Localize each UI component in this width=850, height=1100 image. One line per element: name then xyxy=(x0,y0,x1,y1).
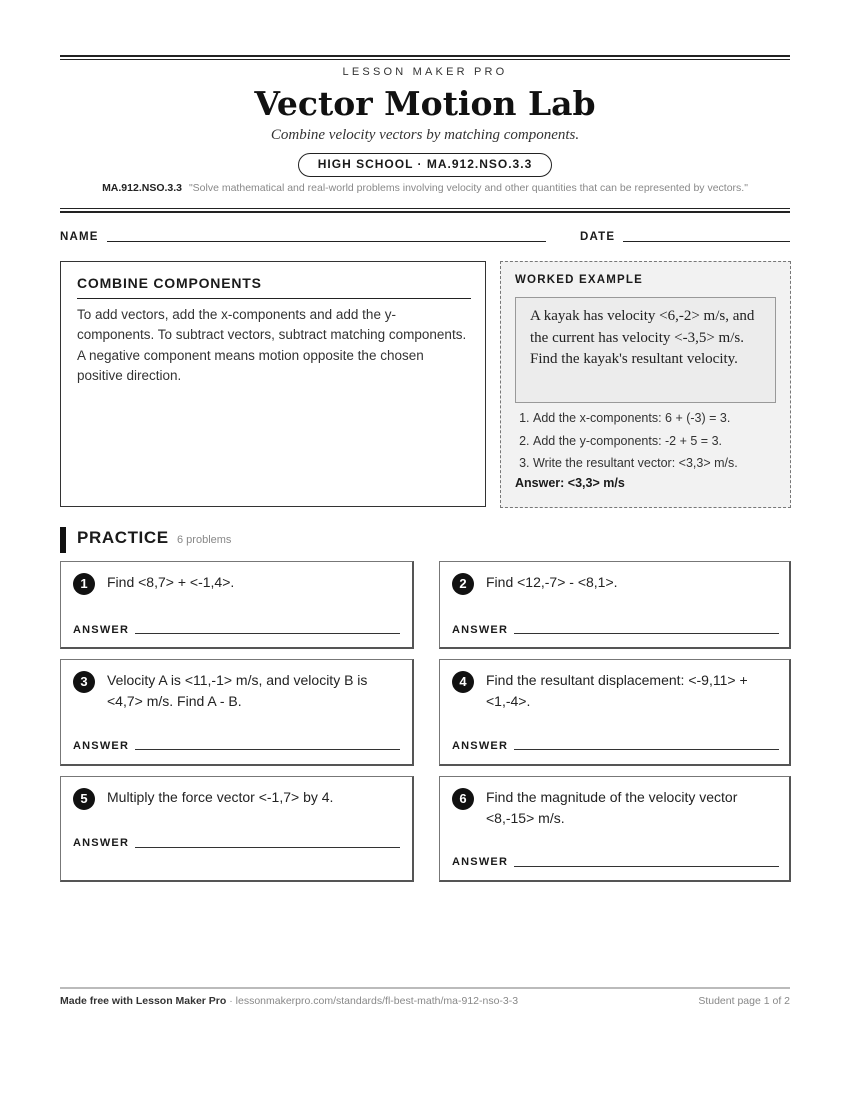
worked-example-step: 3. Write the resultant vector: <3,3> m/s. xyxy=(533,452,793,475)
name-field[interactable] xyxy=(107,241,546,242)
grade-standard-badge: HIGH SCHOOL · MA.912.NSO.3.3 xyxy=(298,153,552,177)
worked-example-box xyxy=(500,261,791,508)
footer-made-with: Made free with Lesson Maker Pro xyxy=(60,995,227,1007)
header-top-rule xyxy=(60,55,790,57)
answer-label: ANSWER xyxy=(452,856,509,868)
name-label: NAME xyxy=(60,231,99,243)
problem-text: Find the resultant displacement: <-9,11> + <1,-4>. xyxy=(486,672,748,709)
problem-text: Multiply the force vector <-1,7> by 4. xyxy=(107,789,334,805)
worked-example-steps xyxy=(515,407,793,475)
problem-text: Find the magnitude of the velocity vector <8,-15> m/s. xyxy=(486,789,738,826)
problem-card-2 xyxy=(439,561,791,649)
footer-credit xyxy=(60,995,518,1007)
problem-card-5 xyxy=(60,776,414,882)
footer-url[interactable]: · lessonmakerpro.com/standards/fl-best-math/ma-912-nso-3-3 xyxy=(226,995,519,1007)
problem-card-1 xyxy=(60,561,414,649)
problem-number-badge: 6 xyxy=(452,788,474,810)
standard-code: MA.912.NSO.3.3 xyxy=(102,182,183,194)
problem-number-badge: 1 xyxy=(73,573,95,595)
practice-title: PRACTICE xyxy=(77,528,169,547)
problem-number-badge: 5 xyxy=(73,788,95,810)
practice-accent-bar xyxy=(60,527,66,553)
header-bottom-rule-thin xyxy=(60,208,790,209)
concept-box xyxy=(60,261,486,507)
standard-line xyxy=(0,182,850,194)
worked-example-problem-box xyxy=(515,297,776,403)
worked-example-step: 2. Add the y-components: -2 + 5 = 3. xyxy=(533,430,793,453)
standard-description: "Solve mathematical and real-world problems involving velocity and other quantities that can be represented by vectors." xyxy=(188,182,748,194)
brand-name: LESSON MAKER PRO xyxy=(342,66,508,78)
worked-example-problem: A kayak has velocity <6,-2> m/s, and the current has velocity <-3,5> m/s. Find the kayak's resultant velocity. xyxy=(530,308,755,367)
answer-field[interactable] xyxy=(135,749,400,750)
answer-field[interactable] xyxy=(514,749,779,750)
worked-example-step: 1. Add the x-components: 6 + (-3) = 3. xyxy=(533,407,793,430)
problem-card-4 xyxy=(439,659,791,766)
problem-card-6 xyxy=(439,776,791,882)
answer-label: ANSWER xyxy=(73,837,130,849)
problem-card-3 xyxy=(60,659,414,766)
problem-text: Find <12,-7> - <8,1>. xyxy=(486,574,618,590)
answer-field[interactable] xyxy=(514,633,779,634)
answer-label: ANSWER xyxy=(452,740,509,752)
answer-label: ANSWER xyxy=(452,624,509,636)
problem-text: Velocity A is <11,-1> m/s, and velocity B is <4,7> m/s. Find A - B. xyxy=(107,672,368,709)
problem-text: Find <8,7> + <-1,4>. xyxy=(107,574,235,590)
concept-body: To add vectors, add the x-components and add the y-components. To subtract vectors, subtract matching components. A negative component means motion opposite the chosen positive direction. xyxy=(77,307,467,383)
answer-field[interactable] xyxy=(514,866,779,867)
problem-number-badge: 4 xyxy=(452,671,474,693)
page-subtitle: Combine velocity vectors by matching components. xyxy=(270,127,580,143)
page-title: Vector Motion Lab xyxy=(254,84,596,123)
answer-label: ANSWER xyxy=(73,624,130,636)
worked-example-answer: Answer: <3,3> m/s xyxy=(515,476,625,490)
date-label: DATE xyxy=(580,231,616,243)
practice-count: 6 problems xyxy=(177,534,232,546)
answer-field[interactable] xyxy=(135,847,400,848)
header-top-rule-thin xyxy=(60,59,790,60)
concept-title-underline xyxy=(77,298,471,299)
answer-label: ANSWER xyxy=(73,740,130,752)
problem-number-badge: 3 xyxy=(73,671,95,693)
footer-page-number: Student page 1 of 2 xyxy=(698,995,790,1007)
date-field[interactable] xyxy=(623,241,790,242)
answer-field[interactable] xyxy=(135,633,400,634)
header-bottom-rule xyxy=(60,211,790,213)
worked-example-label: WORKED EXAMPLE xyxy=(515,274,643,286)
problem-number-badge: 2 xyxy=(452,573,474,595)
concept-title: COMBINE COMPONENTS xyxy=(77,275,262,291)
footer-rule xyxy=(60,987,790,989)
